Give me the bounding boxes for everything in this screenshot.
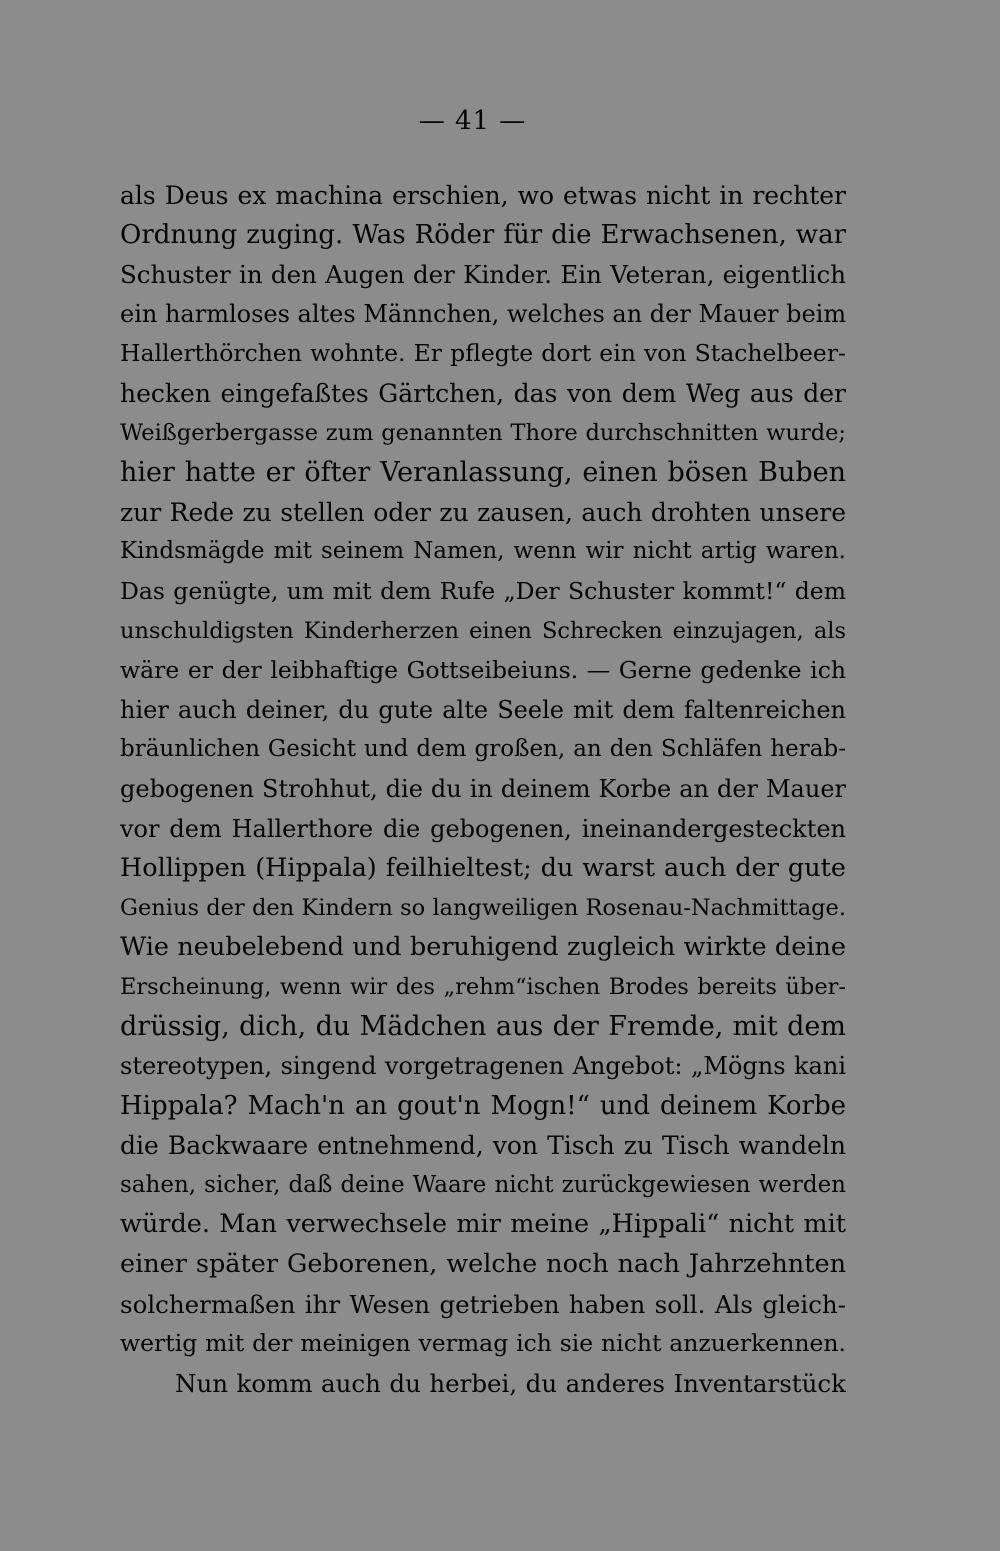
text-line: Ordnung zuging. Was Röder für die Erwachsenen, war bbox=[120, 219, 846, 250]
text-line: Weißgerbergasse zum genannten Thore durchschnitten wurde; bbox=[120, 419, 846, 446]
text-line: als Deus ex machina erschien, wo etwas nicht in rechter bbox=[120, 181, 846, 210]
text-line: wertig mit der meinigen vermag ich sie nicht anzuerkennen. bbox=[120, 1329, 846, 1358]
text-line: unschuldigsten Kinderherzen einen Schrecken einzujagen, als bbox=[120, 617, 846, 644]
page-number: — 41 — bbox=[418, 106, 527, 136]
text-line: Hollippen (Hippala) feilhieltest; du warst auch der gute bbox=[120, 853, 846, 884]
text-line-paragraph-start: Nun komm auch du herbei, du anderes Inventarstück bbox=[175, 1368, 846, 1398]
text-line: einer später Geborenen, welche noch nach Jahrzehnten bbox=[120, 1249, 846, 1280]
text-line: hier hatte er öfter Veranlassung, einen bösen Buben bbox=[120, 457, 846, 489]
body-text bbox=[120, 176, 846, 1403]
text-line: sahen, sicher, daß deine Waare nicht zurückgewiesen werden bbox=[120, 1171, 846, 1198]
text-line: Hallerthörchen wohnte. Er pflegte dort ein von Stachelbeer- bbox=[120, 339, 846, 368]
text-line: wäre er der leibhaftige Gottseibeiuns. — Gerne gedenke ich bbox=[120, 656, 846, 685]
text-line: stereotypen, singend vorgetragenen Angebot: „Mögns kani bbox=[120, 1052, 846, 1081]
text-line: Das genügte, um mit dem Rufe „Der Schuster kommt!“ dem bbox=[120, 576, 846, 605]
text-line: Wie neubelebend und beruhigend zugleich wirkte deine bbox=[120, 932, 846, 963]
text-line: Schuster in den Augen der Kinder. Ein Veteran, eigentlich bbox=[120, 260, 846, 290]
text-line: drüssig, dich, du Mädchen aus der Fremde, mit dem bbox=[120, 1011, 846, 1043]
text-line: zur Rede zu stellen oder zu zausen, auch drohten unsere bbox=[120, 497, 846, 527]
text-line: Hippala? Mach'n an gout'n Mogn!“ und deinem Korbe bbox=[120, 1090, 846, 1121]
text-line: hecken eingefaßtes Gärtchen, das von dem Weg aus der bbox=[120, 378, 846, 408]
text-line: vor dem Hallerthore die gebogenen, ineinandergesteckten bbox=[120, 814, 846, 843]
text-line: hier auch deiner, du gute alte Seele mit dem faltenreichen bbox=[120, 695, 846, 724]
text-line: solchermaßen ihr Wesen getrieben haben soll. Als gleich- bbox=[120, 1289, 846, 1319]
text-line: Kindsmägde mit seinem Namen, wenn wir nicht artig waren. bbox=[120, 538, 846, 565]
text-line: bräunlichen Gesicht und dem großen, an den Schläfen herab- bbox=[120, 736, 846, 763]
text-line: Erscheinung, wenn wir des „rehm“ischen Brodes bereits über- bbox=[120, 973, 846, 1000]
text-line: gebogenen Strohhut, die du in deinem Korbe an der Mauer bbox=[120, 774, 846, 803]
text-line: Genius der den Kindern so langweiligen Rosenau-Nachmittage. bbox=[120, 894, 846, 921]
text-line: würde. Man verwechsele mir meine „Hippali“ nicht mit bbox=[120, 1209, 846, 1240]
text-line: ein harmloses altes Männchen, welches an der Mauer beim bbox=[120, 299, 846, 328]
text-line: die Backwaare entnehmend, von Tisch zu Tisch wandeln bbox=[120, 1131, 846, 1161]
